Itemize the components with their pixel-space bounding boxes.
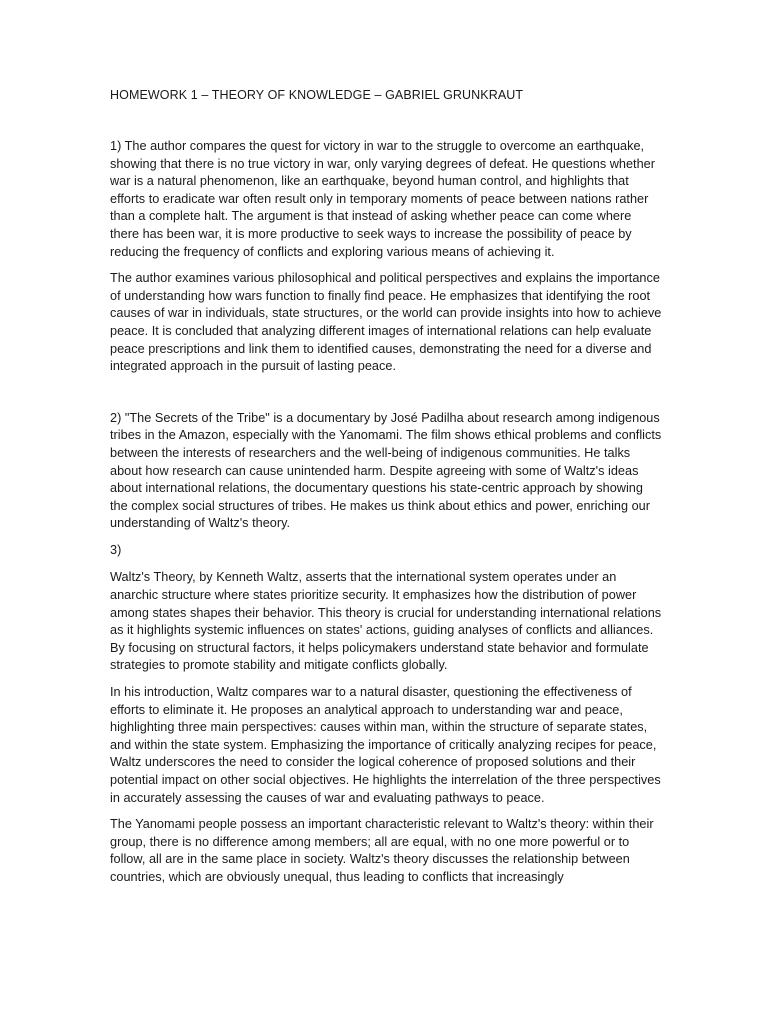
answer-3-label: 3) <box>110 542 122 557</box>
section-spacer <box>110 385 662 410</box>
answer-2-paragraph: 2) "The Secrets of the Tribe" is a documentary by José Padilha about research among indigenous tribes in the Amazon, especially with the Yanomami. The film shows ethical problems and conflicts between the interests of researchers and the well-being of indigenous communities. He talks about how research can cause unintended harm. Despite agreeing with some of Waltz's ideas about international relations, the documentary questions his state-centric approach by showing the complex social structures of tribes. He makes us think about ethics and power, enriching our understanding of Waltz's theory. <box>110 410 662 531</box>
answer-3-paragraph-1: Waltz's Theory, by Kenneth Waltz, asserts that the international system operates under an anarchic structure where states prioritize security. It emphasizes how the distribution of power among states shapes their behavior. This theory is crucial for understanding international relations as it highlights systemic influences on states' actions, guiding analyses of conflicts and alliances. By focusing on structural factors, it helps policymakers understand state behavior and formulate strategies to promote stability and mitigate conflicts globally. <box>110 570 662 673</box>
document-page <box>110 86 662 896</box>
answer-3-paragraph-2: In his introduction, Waltz compares war to a natural disaster, questioning the effectiveness of efforts to eliminate it. He proposes an analytical approach to understanding war and peace, highlighting three main perspectives: causes within man, within the structure of separate states, and within the state system. Emphasizing the importance of critically analyzing recipes for peace, Waltz underscores the need to consider the logical coherence of proposed solutions and their potential impact on other social objectives. He highlights the interrelation of the three perspectives in accurately assessing the causes of war and evaluating pathways to peace. <box>110 685 661 805</box>
answer-3-paragraph-3: The Yanomami people possess an important characteristic relevant to Waltz's theory: within their group, there is no difference among members; all are equal, with no one more powerful or to follow, all are in the same place in society. Waltz's theory discusses the relationship between countries, which are obviously unequal, thus leading to conflicts that increasingly <box>110 817 654 884</box>
answer-1-paragraph-1: 1) The author compares the quest for victory in war to the struggle to overcome an earthquake, showing that there is no true victory in war, only varying degrees of defeat. He questions whether war is a natural phenomenon, like an earthquake, beyond human control, and highlights that efforts to eradicate war often result only in temporary moments of peace between nations rather than a complete halt. The argument is that instead of asking whether peace can come where there has been war, it is more productive to seek ways to increase the possibility of peace by reducing the frequency of conflicts and exploring various means of achieving it. <box>110 139 655 259</box>
answer-1-paragraph-2: The author examines various philosophical and political perspectives and explains the importance of understanding how wars function to finally find peace. He emphasizes that identifying the root causes of war in individuals, state structures, or the world can provide insights into how to achieve peace. It is concluded that analyzing different images of international relations can help evaluate peace prescriptions and link them to identified causes, demonstrating the need for a diverse and integrated approach in the pursuit of lasting peace. <box>110 271 662 374</box>
document-title: HOMEWORK 1 – THEORY OF KNOWLEDGE – GABRIEL GRUNKRAUT <box>110 88 524 102</box>
